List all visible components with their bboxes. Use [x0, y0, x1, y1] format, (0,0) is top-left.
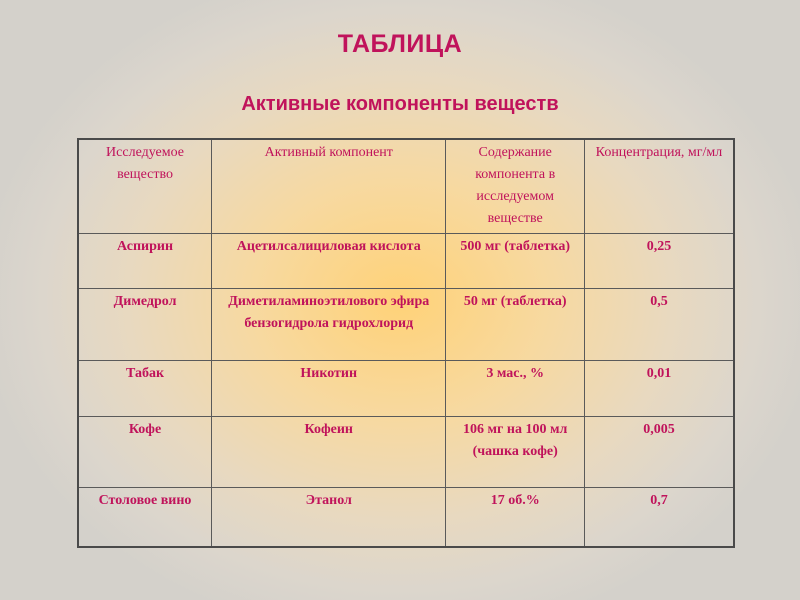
header-cell-active-component: Активный компонент [212, 139, 446, 234]
cell-content: 50 мг (таблетка) [446, 289, 585, 361]
slide-subtitle: Активные компоненты веществ [241, 93, 559, 115]
header-cell-content: Содержание компонента в исследуемом веществе [446, 139, 585, 234]
table-row [78, 289, 734, 361]
cell-content: 500 мг (таблетка) [446, 234, 585, 289]
table-row [78, 488, 734, 548]
cell-content: 17 об.% [446, 488, 585, 548]
cell-concentration: 0,01 [584, 361, 734, 417]
cell-concentration: 0,005 [584, 417, 734, 488]
cell-concentration: 0,7 [584, 488, 734, 548]
header-cell-substance: Исследуемое вещество [78, 139, 212, 234]
table-row [78, 234, 734, 289]
header-cell-concentration: Концентрация, мг/мл [584, 139, 734, 234]
cell-active-component: Диметиламиноэтилового эфира бензогидрола гидрохлорид [212, 289, 446, 361]
cell-content: 106 мг на 100 мл (чашка кофе) [446, 417, 585, 488]
cell-concentration: 0,25 [584, 234, 734, 289]
cell-active-component: Этанол [212, 488, 446, 548]
cell-active-component: Никотин [212, 361, 446, 417]
cell-substance: Аспирин [78, 234, 212, 289]
cell-concentration: 0,5 [584, 289, 734, 361]
cell-content: 3 мас., % [446, 361, 585, 417]
table-row [78, 417, 734, 488]
cell-substance: Столовое вино [78, 488, 212, 548]
cell-substance: Кофе [78, 417, 212, 488]
table-row [78, 361, 734, 417]
components-table [77, 138, 735, 548]
slide-title: ТАБЛИЦА [337, 30, 463, 58]
cell-substance: Табак [78, 361, 212, 417]
cell-active-component: Кофеин [212, 417, 446, 488]
cell-active-component: Ацетилсалициловая кислота [212, 234, 446, 289]
cell-substance: Димедрол [78, 289, 212, 361]
table-header-row [78, 139, 734, 234]
